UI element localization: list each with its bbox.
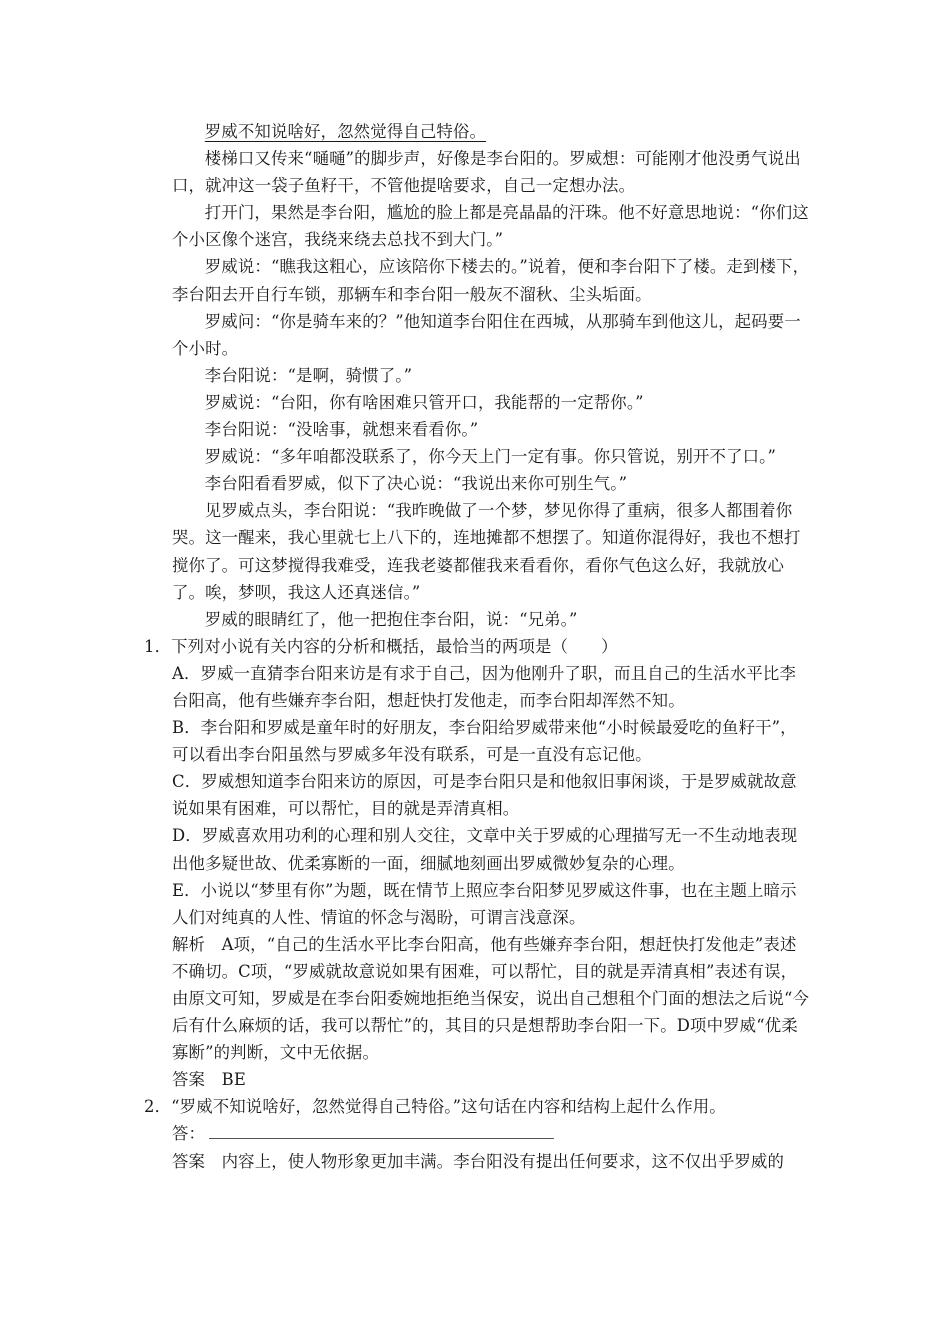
underlined-sentence: 罗威不知说啥好，忽然觉得自己特俗。	[204, 122, 486, 141]
question-2-answer: 答案 内容上，使人物形象更加丰满。李台阳没有提出任何要求，这不仅出乎罗威的	[172, 1151, 785, 1171]
story-paragraph: 见罗威点头，李台阳说：“我昨晚做了一个梦，梦见你得了重病，很多人都围着你哭。这一醒来，我心里就七上八下的，连地摊都不想摆了。知道你混得好，我也不想打搅你了。可这梦搅得我难受，连我老婆都催我来看看你，看你气色这么好，我就放心了。唉，梦呗，我这人还真迷信。”	[172, 501, 801, 602]
question-1-analysis: 解析 A项，“自己的生活水平比李台阳高，他有些嫌弃李台阳，想赶快打发他走”表述不确切。C项，“罗威就故意说如果有困难，可以帮忙，目的就是弄清真相”表述有误，由原文可知，罗威是在李台阳委婉地拒绝当保安，说出自己想租个门面的想法之后说“今后有什么麻烦的话，我可以帮忙”的，其目的只是想帮助李台阳一下。D项中罗威“优柔寡断”的判断，文中无依据。	[172, 934, 810, 1063]
question-1-option-b: B．李台阳和罗威是童年时的好朋友，李台阳给罗威带来他“小时候最爱吃的鱼籽干”，可以看出李台阳虽然与罗威多年没有联系，可是一直没有忘记他。	[172, 718, 797, 765]
story-paragraph: 罗威的眼睛红了，他一把抱住李台阳，说：“兄弟。”	[204, 609, 578, 629]
story-paragraph	[172, 118, 812, 145]
story-paragraph: 李台阳看看罗威，似下了决心说：“我说出来你可别生气。”	[204, 474, 628, 494]
question-1-option-d: D．罗威喜欢用功利的心理和别人交往，文章中关于罗威的心理描写无一不生动地表现出他多疑世故、优柔寡断的一面，细腻地刻画出罗威微妙复杂的心理。	[172, 826, 798, 873]
story-paragraph: 楼梯口又传来“嗵嗵”的脚步声，好像是李台阳的。罗威想：可能刚才他没勇气说出口，就冲这一袋子鱼籽干，不管他提啥要求，自己一定想办法。	[172, 149, 801, 196]
story-paragraph: 罗威问：“你是骑车来的？”他知道李台阳住在西城，从那骑车到他这儿，起码要一个小时。	[172, 311, 801, 358]
question-1-option-c: C．罗威想知道李台阳来访的原因，可是李台阳只是和他叙旧事闲谈，于是罗威就故意说如果有困难，可以帮忙，目的就是弄清真相。	[172, 772, 797, 819]
question-1-stem: 1．下列对小说有关内容的分析和概括，最恰当的两项是（ ）	[144, 636, 618, 656]
story-paragraph: 罗威说：“台阳，你有啥困难只管开口，我能帮的一定帮你。”	[204, 392, 644, 412]
question-1-option-a: A．罗威一直猜李台阳来访是有求于自己，因为他刚升了职，而且自己的生活水平比李台阳高，他有些嫌弃李台阳，想赶快打发他走，而李台阳却浑然不知。	[172, 663, 796, 710]
question-2-stem: 2．“罗威不知说啥好，忽然觉得自己特俗。”这句话在内容和结构上起什么作用。	[144, 1097, 726, 1117]
story-paragraph: 罗威说：“瞧我这粗心，应该陪你下楼去的。”说着，便和李台阳下了楼。走到楼下，李台阳去开自行车锁，那辆车和李台阳一般灰不溜秋、尘头垢面。	[172, 257, 810, 304]
story-paragraph: 李台阳说：“没啥事，就想来看看你。”	[204, 420, 479, 440]
answer-label: 答：	[172, 1124, 206, 1144]
question-2-answer-row	[172, 1120, 812, 1147]
document-content	[144, 118, 812, 1175]
story-paragraph: 打开门，果然是李台阳，尴尬的脸上都是亮晶晶的汗珠。他不好意思地说：“你们这个小区像个迷宫，我绕来绕去总找不到大门。”	[172, 203, 809, 250]
answer-blank-line[interactable]	[209, 1123, 554, 1139]
story-paragraph: 李台阳说：“是啊，骑惯了。”	[204, 365, 413, 385]
question-1-option-e: E．小说以“梦里有你”为题，既在情节上照应李台阳梦见罗威这件事，也在主题上暗示人们对纯真的人性、情谊的怀念与渴盼，可谓言浅意深。	[172, 880, 797, 927]
story-paragraph: 罗威说：“多年咱都没联系了，你今天上门一定有事。你只管说，别开不了口。”	[204, 447, 777, 467]
question-1-answer: 答案 BE	[172, 1070, 246, 1090]
